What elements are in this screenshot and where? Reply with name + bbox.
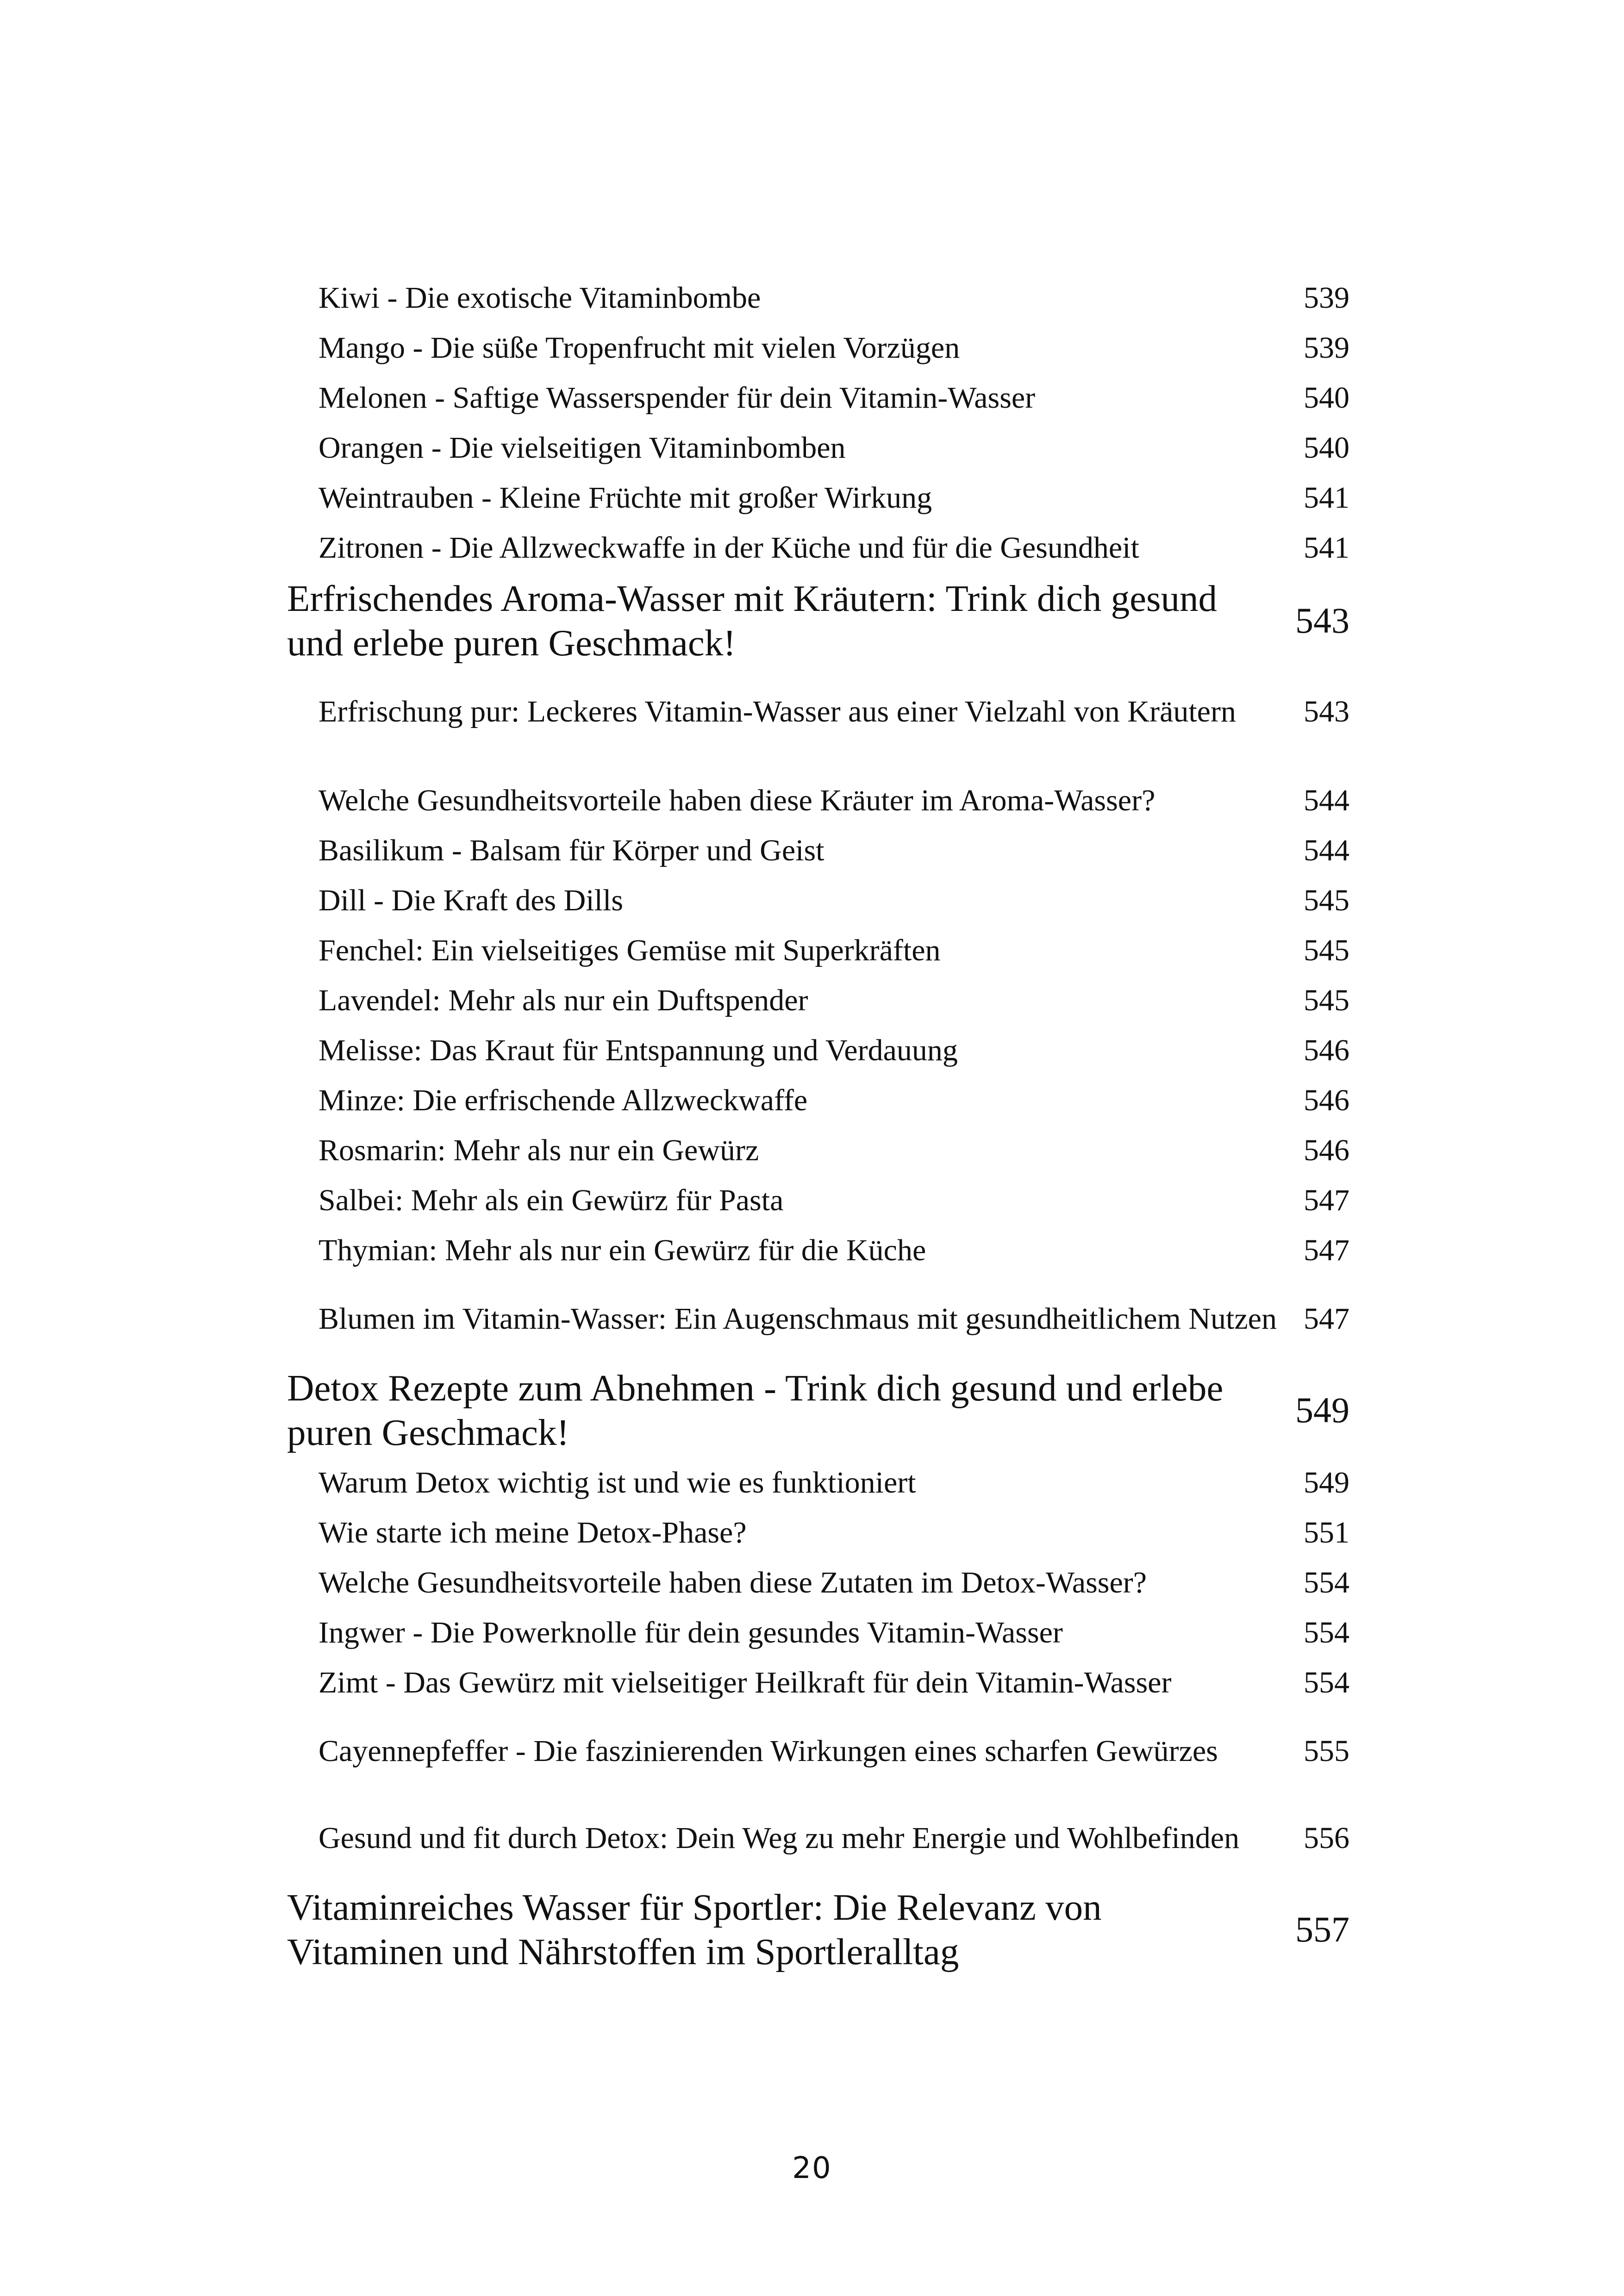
toc-entry[interactable] — [287, 826, 1349, 876]
toc-entry-title: Zimt - Das Gewürz mit vielseitiger Heilkraft für dein Vitamin-Wasser — [319, 1666, 1172, 1699]
toc-entry-title: Blumen im Vitamin-Wasser: Ein Augenschmaus mit gesundheitlichem Nutzen — [319, 1302, 1277, 1336]
toc-entry-title: Melisse: Das Kraut für Entspannung und Verdauung — [319, 1033, 958, 1067]
toc-entry-page: 539 — [1304, 331, 1349, 365]
toc-entry-title: Wie starte ich meine Detox-Phase? — [319, 1516, 747, 1549]
table-of-contents — [287, 273, 1349, 1977]
toc-entry-title: Thymian: Mehr als nur ein Gewürz für die Küche — [319, 1233, 926, 1267]
toc-entry-page: 545 — [1304, 983, 1349, 1017]
toc-entry-title: Weintrauben - Kleine Früchte mit großer Wirkung — [319, 481, 932, 515]
toc-entry-page: 555 — [1304, 1734, 1349, 1768]
toc-entry-page: 545 — [1304, 884, 1349, 917]
toc-entry-title: Kiwi - Die exotische Vitaminbombe — [319, 281, 761, 315]
toc-entry-title: Orangen - Die vielseitigen Vitaminbomben — [319, 431, 846, 465]
toc-entry-title: Melonen - Saftige Wasserspender für dein Vitamin-Wasser — [319, 381, 1036, 415]
toc-entry[interactable] — [287, 423, 1349, 473]
toc-entry-title: Ingwer - Die Powerknolle für dein gesundes Vitamin-Wasser — [319, 1616, 1063, 1649]
toc-entry-title: Cayennepfeffer - Die faszinierenden Wirkungen eines scharfen Gewürzes — [319, 1734, 1218, 1768]
toc-entry[interactable] — [287, 1076, 1349, 1126]
toc-entry-title: Salbei: Mehr als ein Gewürz für Pasta — [319, 1183, 784, 1217]
toc-entry[interactable] — [287, 876, 1349, 926]
toc-entry-page: 541 — [1304, 531, 1349, 565]
toc-entry-title: Gesund und fit durch Detox: Dein Weg zu mehr Energie und Wohlbefinden — [319, 1821, 1240, 1855]
toc-entry[interactable] — [287, 1608, 1349, 1658]
toc-chapter-entry[interactable] — [287, 1882, 1349, 1977]
toc-entry-title: Welche Gesundheitsvorteile haben diese Zutaten im Detox-Wasser? — [319, 1566, 1147, 1599]
toc-chapter-title: Erfrischendes Aroma-Wasser mit Kräutern: Trink dich gesund und erlebe puren Geschmack! — [287, 578, 1218, 664]
toc-entry-page: 545 — [1304, 933, 1349, 967]
toc-entry-page: 554 — [1304, 1616, 1349, 1649]
toc-entry-title: Mango - Die süße Tropenfrucht mit vielen Vorzügen — [319, 331, 960, 365]
toc-entry-title: Minze: Die erfrischende Allzweckwaffe — [319, 1083, 808, 1117]
toc-entry-title: Fenchel: Ein vielseitiges Gemüse mit Superkräften — [319, 933, 941, 967]
toc-chapter-entry[interactable] — [287, 573, 1349, 668]
toc-entry[interactable] — [287, 976, 1349, 1026]
toc-entry-page: 547 — [1304, 1183, 1349, 1217]
toc-entry-page: 539 — [1304, 281, 1349, 315]
toc-entry-page: 546 — [1304, 1033, 1349, 1067]
toc-entry[interactable] — [287, 1658, 1349, 1708]
toc-entry-page: 547 — [1304, 1233, 1349, 1267]
toc-entry-title: Welche Gesundheitsvorteile haben diese Kräuter im Aroma-Wasser? — [319, 784, 1156, 817]
toc-entry-title: Basilikum - Balsam für Körper und Geist — [319, 834, 824, 867]
page-number: 20 — [792, 2151, 832, 2185]
toc-entry[interactable] — [287, 668, 1349, 755]
toc-entry-page: 544 — [1304, 834, 1349, 867]
toc-entry[interactable] — [287, 1558, 1349, 1608]
toc-entry-title: Warum Detox wichtig ist und wie es funktioniert — [319, 1466, 916, 1500]
toc-entry-page: 546 — [1304, 1133, 1349, 1167]
toc-entry-page: 540 — [1304, 431, 1349, 465]
toc-entry-page: 540 — [1304, 381, 1349, 415]
toc-entry-title: Dill - Die Kraft des Dills — [319, 884, 624, 917]
toc-entry[interactable] — [287, 1026, 1349, 1076]
toc-entry-page: 543 — [1304, 695, 1349, 728]
toc-entry[interactable] — [287, 1708, 1349, 1795]
toc-entry-page: 541 — [1304, 481, 1349, 515]
toc-entry[interactable] — [287, 1508, 1349, 1558]
toc-entry[interactable] — [287, 323, 1349, 373]
toc-chapter-title: Vitaminreiches Wasser für Sportler: Die Relevanz von Vitaminen und Nährstoffen im Sportleralltag — [287, 1886, 1102, 1972]
toc-chapter-page: 543 — [1295, 600, 1349, 641]
toc-chapter-entry[interactable] — [287, 1363, 1349, 1458]
toc-entry-title: Rosmarin: Mehr als nur ein Gewürz — [319, 1133, 759, 1167]
toc-entry[interactable] — [287, 1226, 1349, 1276]
toc-chapter-title: Detox Rezepte zum Abnehmen - Trink dich gesund und erlebe puren Geschmack! — [287, 1367, 1224, 1453]
toc-entry[interactable] — [287, 1176, 1349, 1226]
toc-entry[interactable] — [287, 473, 1349, 523]
toc-entry[interactable] — [287, 523, 1349, 573]
toc-entry-page: 556 — [1304, 1821, 1349, 1855]
toc-entry[interactable] — [287, 1276, 1349, 1363]
toc-entry-page: 544 — [1304, 784, 1349, 817]
toc-entry-page: 554 — [1304, 1566, 1349, 1599]
toc-entry[interactable] — [287, 373, 1349, 423]
toc-entry-page: 546 — [1304, 1083, 1349, 1117]
toc-entry-title: Erfrischung pur: Leckeres Vitamin-Wasser aus einer Vielzahl von Kräutern — [319, 695, 1236, 728]
toc-entry-title: Zitronen - Die Allzweckwaffe in der Küche und für die Gesundheit — [319, 531, 1139, 565]
toc-entry[interactable] — [287, 1795, 1349, 1882]
toc-entry[interactable] — [287, 1126, 1349, 1176]
toc-entry-page: 551 — [1304, 1516, 1349, 1549]
toc-entry[interactable] — [287, 1458, 1349, 1508]
toc-entry-page: 549 — [1304, 1466, 1349, 1500]
toc-entry[interactable] — [287, 273, 1349, 323]
toc-entry-page: 547 — [1304, 1302, 1349, 1336]
toc-entry-title: Lavendel: Mehr als nur ein Duftspender — [319, 983, 808, 1017]
toc-entry[interactable] — [287, 926, 1349, 976]
toc-entry-page: 554 — [1304, 1666, 1349, 1699]
toc-chapter-page: 557 — [1295, 1909, 1349, 1949]
toc-chapter-page: 549 — [1295, 1390, 1349, 1430]
toc-entry[interactable] — [287, 776, 1349, 826]
